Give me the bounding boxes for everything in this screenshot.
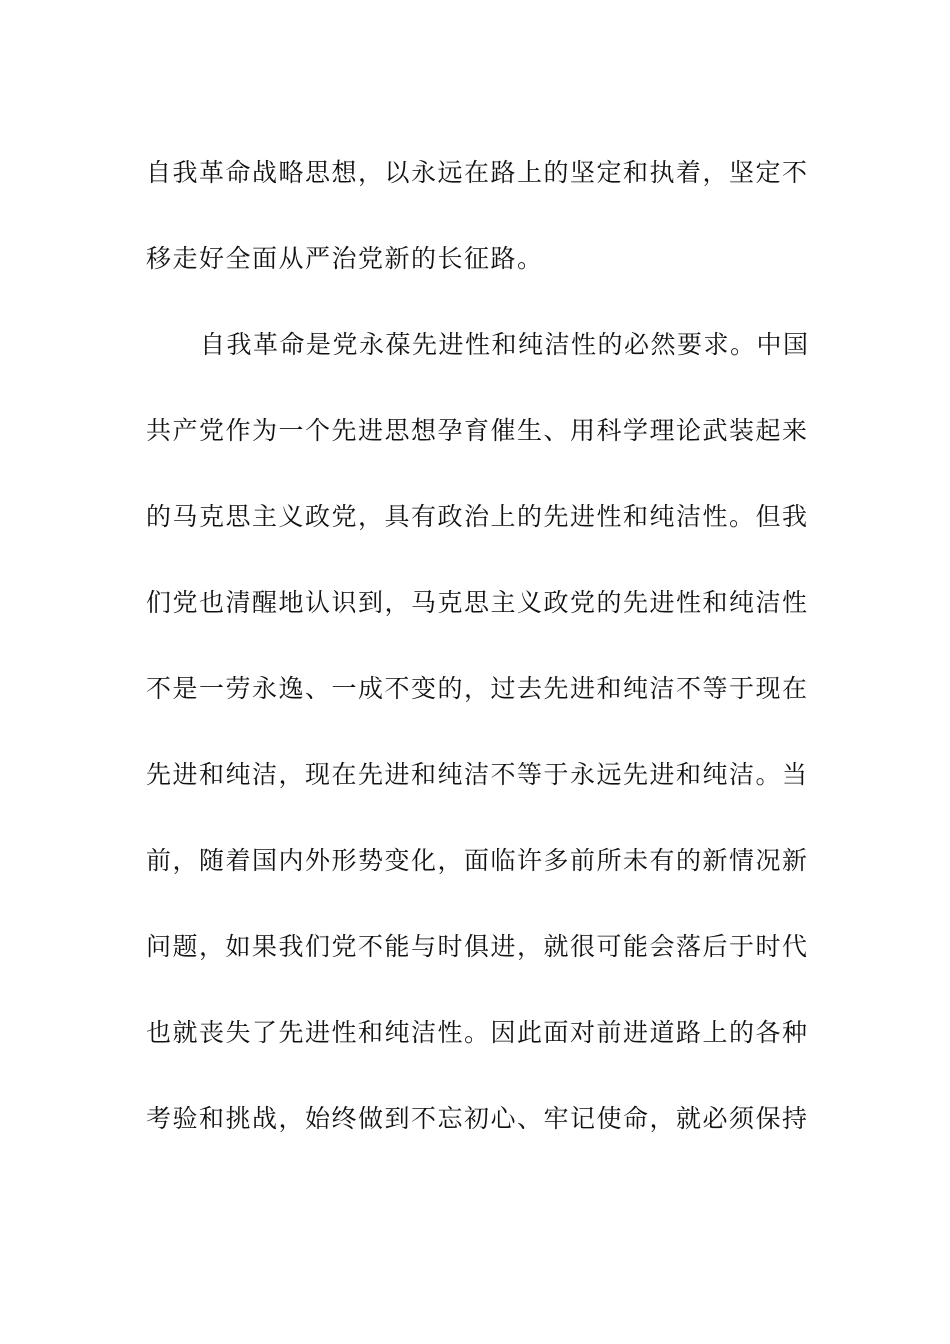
paragraph-2-line-4: 们党也清醒地认识到，马克思主义政党的先进性和纯洁性: [146, 588, 809, 617]
paragraph-2-line-10: 考验和挑战，始终做到不忘初心、牢记使命，就必须保持: [146, 1104, 809, 1133]
paragraph-2-line-9: 也就丧失了先进性和纯洁性。因此面对前进道路上的各种: [146, 1018, 809, 1047]
paragraph-2-line-7: 前，随着国内外形势变化，面临许多前所未有的新情况新: [146, 846, 809, 875]
document-body: [146, 130, 810, 1162]
paragraph-1-line-1: 自我革命战略思想，以永远在路上的坚定和执着，坚定不: [146, 158, 809, 187]
paragraph-2-line-8: 问题，如果我们党不能与时俱进，就很可能会落后于时代: [146, 932, 809, 961]
paragraph-2-line-1: 自我革命是党永葆先进性和纯洁性的必然要求。中国: [200, 330, 810, 359]
paragraph-1-line-2: 移走好全面从严治党新的长征路。: [146, 244, 544, 273]
paragraph-2-line-6: 先进和纯洁，现在先进和纯洁不等于永远先进和纯洁。当: [146, 760, 809, 789]
paragraph-2-line-5: 不是一劳永逸、一成不变的，过去先进和纯洁不等于现在: [146, 674, 809, 703]
paragraph-2-line-3: 的马克思主义政党，具有政治上的先进性和纯洁性。但我: [146, 502, 809, 531]
paragraph-2-line-2: 共产党作为一个先进思想孕育催生、用科学理论武装起来: [146, 416, 809, 445]
